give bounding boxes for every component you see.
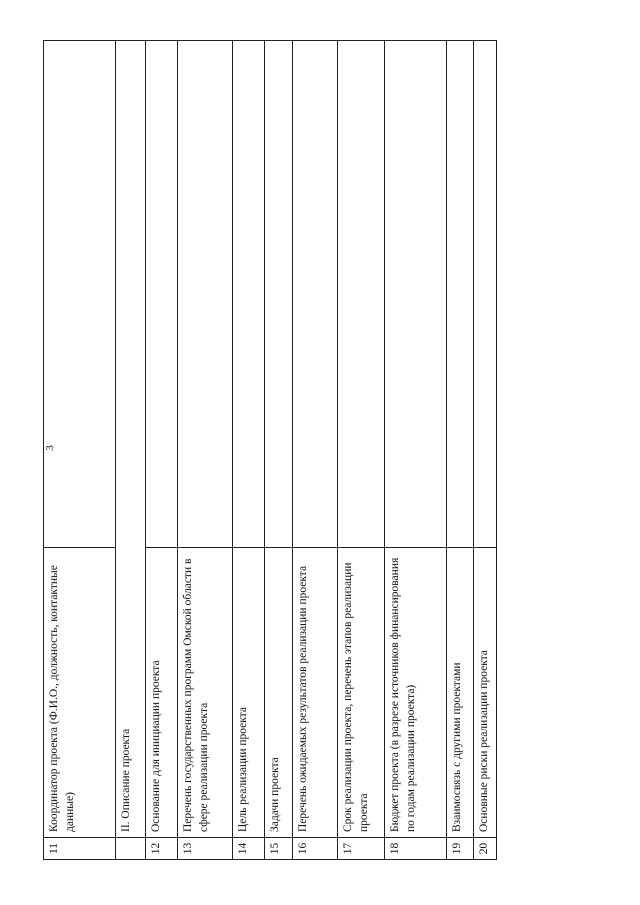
table-row (265, 41, 293, 860)
row-value-cell (338, 41, 385, 548)
row-number: 12 (146, 838, 178, 860)
row-number: 15 (265, 838, 293, 860)
table-row (44, 41, 116, 860)
row-number: 11 (44, 838, 116, 860)
row-number: 19 (447, 838, 474, 860)
table-row (385, 41, 447, 860)
row-label: Срок реализации проекта, перечень этапов реализации проекта (338, 548, 385, 838)
row-number: 13 (178, 838, 233, 860)
project-passport-table-wrap (43, 40, 490, 860)
row-label: Взаимосвязь с другими проектами (447, 548, 474, 838)
table-row (474, 41, 497, 860)
row-value-cell (265, 41, 293, 548)
section-row (116, 41, 146, 860)
table-row (233, 41, 265, 860)
row-label: Основные риски реализации проекта (474, 548, 497, 838)
section-heading: II. Описание проекта (116, 41, 146, 838)
row-value-cell (178, 41, 233, 548)
row-number: 18 (385, 838, 447, 860)
section-number-cell (116, 838, 146, 860)
row-label: Перечень ожидаемых результатов реализации проекта (293, 548, 338, 838)
row-label: Координатор проекта (Ф.И.О., должность, контактные данные) (44, 548, 116, 838)
row-value-cell (146, 41, 178, 548)
row-number: 17 (338, 838, 385, 860)
table-row (447, 41, 474, 860)
row-number: 14 (233, 838, 265, 860)
project-passport-table (43, 40, 497, 860)
row-value-cell (447, 41, 474, 548)
row-label: Цель реализации проекта (233, 548, 265, 838)
row-value-cell (44, 41, 116, 548)
row-label: Бюджет проекта (в разрезе источников финансирования по годам реализации проекта) (385, 548, 447, 838)
page-number: 3 (44, 445, 56, 451)
row-number: 16 (293, 838, 338, 860)
table-row (146, 41, 178, 860)
row-value-cell (233, 41, 265, 548)
row-number: 20 (474, 838, 497, 860)
table-row (178, 41, 233, 860)
row-value-cell (293, 41, 338, 548)
table-row (293, 41, 338, 860)
row-label: Основание для инициации проекта (146, 548, 178, 838)
table-row (338, 41, 385, 860)
row-value-cell (474, 41, 497, 548)
row-label: Перечень государственных программ Омской области в сфере реализации проекта (178, 548, 233, 838)
row-label: Задачи проекта (265, 548, 293, 838)
row-value-cell (385, 41, 447, 548)
